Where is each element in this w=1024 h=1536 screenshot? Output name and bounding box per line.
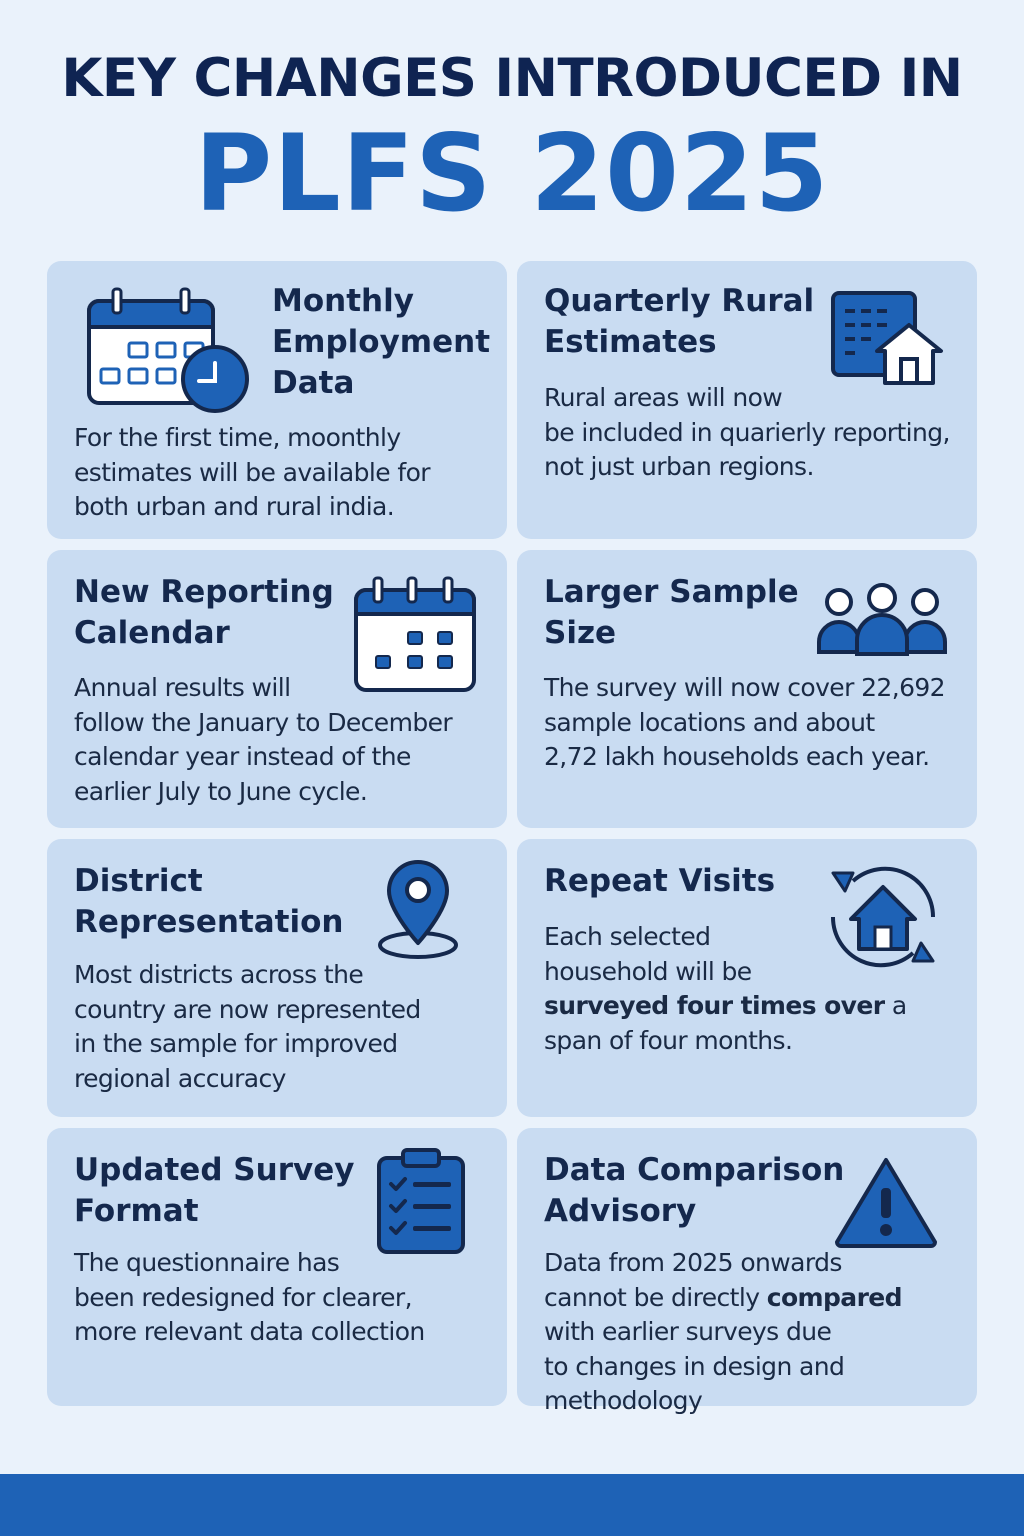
calendar-clock-icon	[85, 287, 255, 417]
card-body	[544, 381, 950, 485]
card-body-line: For the first time, moonthly	[74, 423, 401, 452]
card-body-line: calendar year instead of the	[74, 742, 411, 771]
card-body-line: sample locations and about	[544, 707, 875, 737]
card-title: New Reporting Calendar	[74, 574, 334, 651]
card-body	[74, 671, 452, 809]
card-body-line: both urban and rural india.	[74, 492, 395, 521]
card-body-line: not just urban regions.	[544, 452, 814, 481]
card-body	[544, 1246, 902, 1419]
page-title-line2: PLFS 2025	[194, 112, 830, 235]
card-title: District Representation	[74, 863, 344, 940]
page-title-line1: KEY CHANGES INTRODUCED IN	[61, 48, 963, 109]
card-title: Updated Survey Format	[74, 1152, 355, 1229]
card-body	[74, 1246, 425, 1350]
card-title: Larger Sample Size	[544, 574, 799, 651]
card-quarterly-rural	[517, 261, 977, 539]
card-sample-size	[517, 550, 977, 828]
card-body-line: regional accuracy	[74, 1063, 286, 1093]
card-body	[74, 958, 421, 1096]
card-body-line: Annual results will	[74, 673, 291, 702]
card-body	[544, 920, 907, 1058]
report-house-icon	[829, 289, 949, 389]
clipboard-checklist-icon	[375, 1148, 467, 1256]
card-body-line	[544, 1281, 902, 1316]
location-pin-icon	[375, 859, 461, 961]
card-body-line: methodology	[544, 1386, 703, 1415]
card-body-line: follow the January to December	[74, 707, 453, 737]
card-body-text: a	[884, 991, 907, 1020]
people-group-icon	[817, 582, 947, 656]
card-body	[74, 421, 430, 525]
card-body-line: 2,72 lakh households each year.	[544, 742, 930, 771]
card-body-line: country are now represented	[74, 994, 421, 1024]
card-body-line: Each selected	[544, 922, 711, 951]
card-body-line: estimates will be available for	[74, 457, 430, 487]
warning-icon	[831, 1154, 941, 1250]
card-body-line: Most districts across the	[74, 960, 364, 989]
card-body-line: The questionnaire has	[74, 1248, 340, 1277]
card-body-line	[544, 989, 907, 1024]
card-body-bold: compared	[766, 1282, 902, 1312]
card-body-line: been redesigned for clearer,	[74, 1282, 412, 1312]
card-district-representation	[47, 839, 507, 1117]
card-body-text: cannot be directly	[544, 1282, 767, 1312]
card-title: Quarterly Rural Estimates	[544, 283, 815, 360]
card-body-line: in the sample for improved	[74, 1029, 398, 1058]
card-title: Monthly Employment Data	[272, 283, 491, 401]
card-body	[544, 671, 945, 775]
card-body-line: more relevant data collection	[74, 1317, 425, 1346]
card-title: Data Comparison Advisory	[544, 1152, 845, 1229]
card-body-line: earlier July to June cycle.	[74, 776, 368, 806]
card-body-line: The survey will now cover 22,692	[544, 673, 945, 702]
card-reporting-calendar	[47, 550, 507, 828]
card-body-line: be included in quarierly reporting,	[544, 417, 950, 447]
card-survey-format	[47, 1128, 507, 1406]
card-repeat-visits	[517, 839, 977, 1117]
card-body-bold: surveyed four times over	[544, 991, 885, 1020]
card-data-comparison	[517, 1128, 977, 1415]
card-body-line: Data from 2025 onwards	[544, 1248, 842, 1277]
card-body-line: household will be	[544, 956, 752, 986]
footer-bar	[0, 1474, 1024, 1536]
card-body-line: Rural areas will now	[544, 383, 783, 412]
card-title: Repeat Visits	[544, 863, 776, 899]
card-body-line: span of four months.	[544, 1025, 793, 1055]
card-monthly-employment	[47, 261, 507, 539]
card-body-line: to changes in design and	[544, 1351, 845, 1381]
card-body-line: with earlier surveys due	[544, 1317, 832, 1346]
